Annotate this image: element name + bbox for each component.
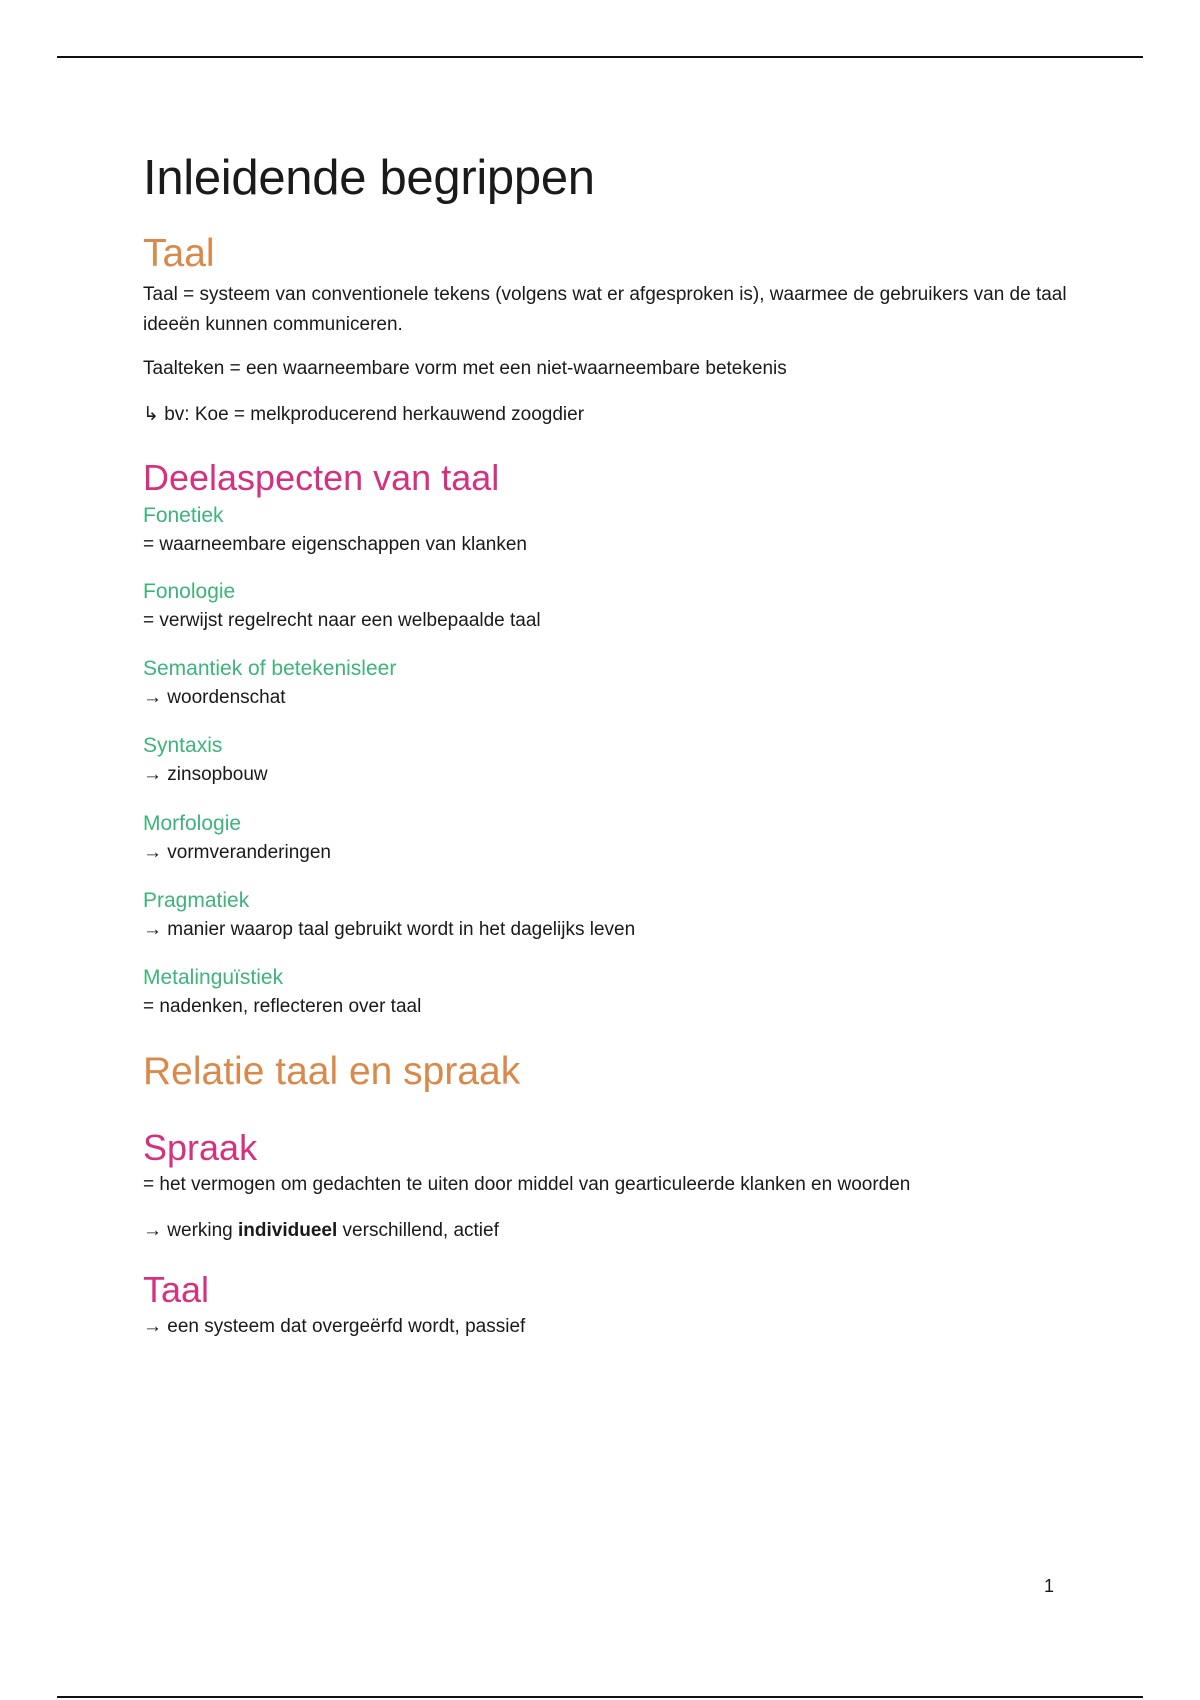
- page-number: 1: [1044, 1576, 1055, 1596]
- heading-deelaspecten: Deelaspecten van taal: [143, 457, 500, 498]
- description-fonologie: = verwijst regelrecht naar een welbepaalde taal: [143, 610, 541, 631]
- description-pragmatiek: → manier waarop taal gebruikt wordt in het dagelijks leven: [143, 919, 636, 940]
- heading-spraak: Spraak: [143, 1127, 258, 1168]
- footer-rule: [57, 1696, 1143, 1698]
- document-body: [143, 148, 1083, 1342]
- spraak-definition: = het vermogen om gedachten te uiten door middel van gearticuleerde klanken en woorden: [143, 1174, 911, 1195]
- description-morfologie: → vormveranderingen: [143, 842, 331, 863]
- list-item: [143, 578, 1083, 636]
- term-syntaxis: Syntaxis: [143, 734, 223, 757]
- taalteken-example: ↳ bv: Koe = melkproducerend herkauwend zoogdier: [143, 404, 585, 425]
- term-fonologie: Fonologie: [143, 580, 236, 603]
- heading-relatie: Relatie taal en spraak: [143, 1050, 521, 1093]
- list-item: [143, 655, 1083, 713]
- werking-bold: individueel: [238, 1220, 338, 1241]
- heading-taal-2: Taal: [143, 1269, 210, 1310]
- page-title: Inleidende begrippen: [143, 151, 595, 205]
- term-metalinguistiek: Metalinguïstiek: [143, 966, 284, 989]
- heading-taal: Taal: [143, 232, 215, 275]
- description-fonetiek: = waarneembare eigenschappen van klanken: [143, 534, 527, 555]
- list-item: [143, 732, 1083, 790]
- werking-suffix: verschillend, actief: [337, 1220, 499, 1241]
- list-item: [143, 502, 1083, 560]
- description-semantiek: → woordenschat: [143, 687, 286, 708]
- term-morfologie: Morfologie: [143, 812, 242, 835]
- term-semantiek: Semantiek of betekenisleer: [143, 657, 397, 680]
- list-item: [143, 887, 1083, 945]
- taalteken-definition: Taalteken = een waarneembare vorm met een niet-waarneembare betekenis: [143, 358, 787, 379]
- taal-definition: Taal = systeem van conventionele tekens (volgens wat er afgesproken is), waarmee de gebruikers van de taal ideeën kunnen communiceren.: [143, 284, 1067, 335]
- term-fonetiek: Fonetiek: [143, 504, 224, 527]
- deelaspecten-list: [143, 502, 1083, 1022]
- description-syntaxis: → zinsopbouw: [143, 764, 268, 785]
- taal-2-definition: → een systeem dat overgeërfd wordt, passief: [143, 1316, 526, 1337]
- description-metalinguistiek: = nadenken, reflecteren over taal: [143, 996, 422, 1017]
- term-pragmatiek: Pragmatiek: [143, 889, 250, 912]
- spraak-werking: [143, 1216, 1083, 1246]
- list-item: [143, 964, 1083, 1022]
- werking-prefix: → werking: [143, 1220, 239, 1241]
- list-item: [143, 810, 1083, 868]
- header-rule: [57, 56, 1143, 58]
